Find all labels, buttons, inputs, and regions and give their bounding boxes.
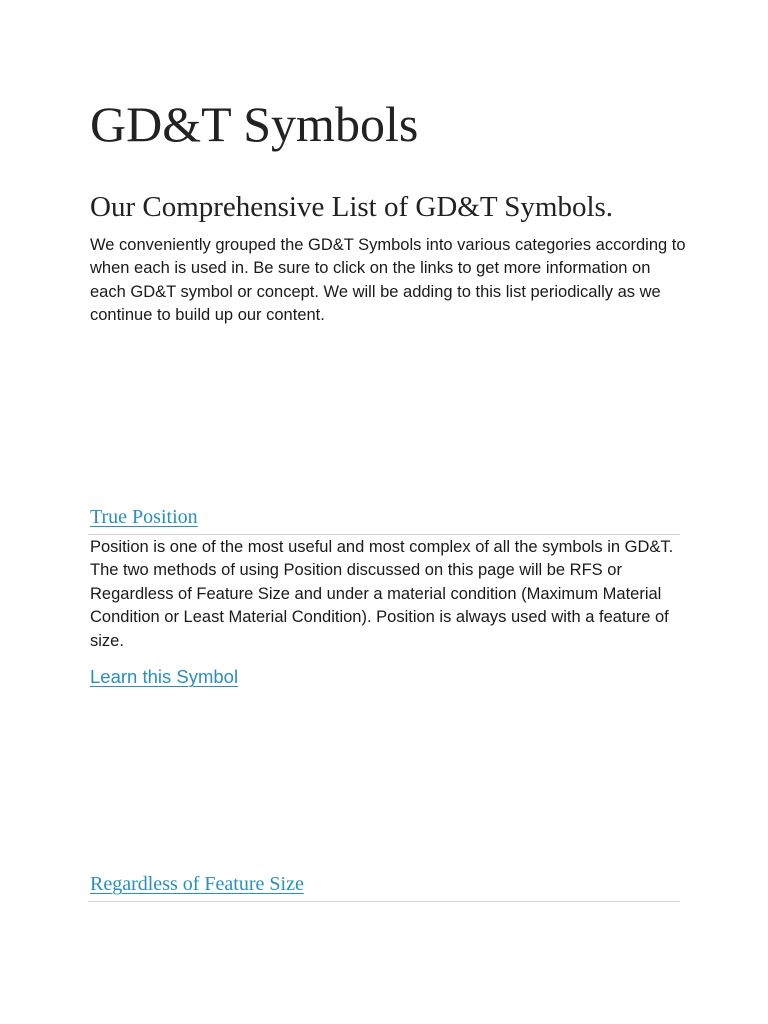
intro-paragraph: We conveniently grouped the GD&T Symbols into various categories according to when each is used in. Be sure to click on the links to get more information on each GD&T symbol or concept. We will be adding to this list periodically as we continue to build up our content. <box>90 236 686 325</box>
learn-this-symbol-link[interactable]: Learn this Symbol <box>90 666 239 687</box>
section-divider <box>88 901 680 902</box>
page-title: GD&T Symbols <box>90 96 419 152</box>
true-position-description: Position is one of the most useful and most complex of all the symbols in GD&T. The two methods of using Position discussed on this page will be RFS or Regardless of Feature Size and under a material condition (Maximum Material Condition or Least Material Condition). Position is always used with a feature of size. <box>90 538 674 650</box>
section-divider <box>88 534 680 535</box>
page-subtitle: Our Comprehensive List of GD&T Symbols. <box>90 191 614 223</box>
regardless-of-feature-size-heading-link[interactable]: Regardless of Feature Size <box>90 873 304 895</box>
true-position-heading-link[interactable]: True Position <box>90 506 198 528</box>
